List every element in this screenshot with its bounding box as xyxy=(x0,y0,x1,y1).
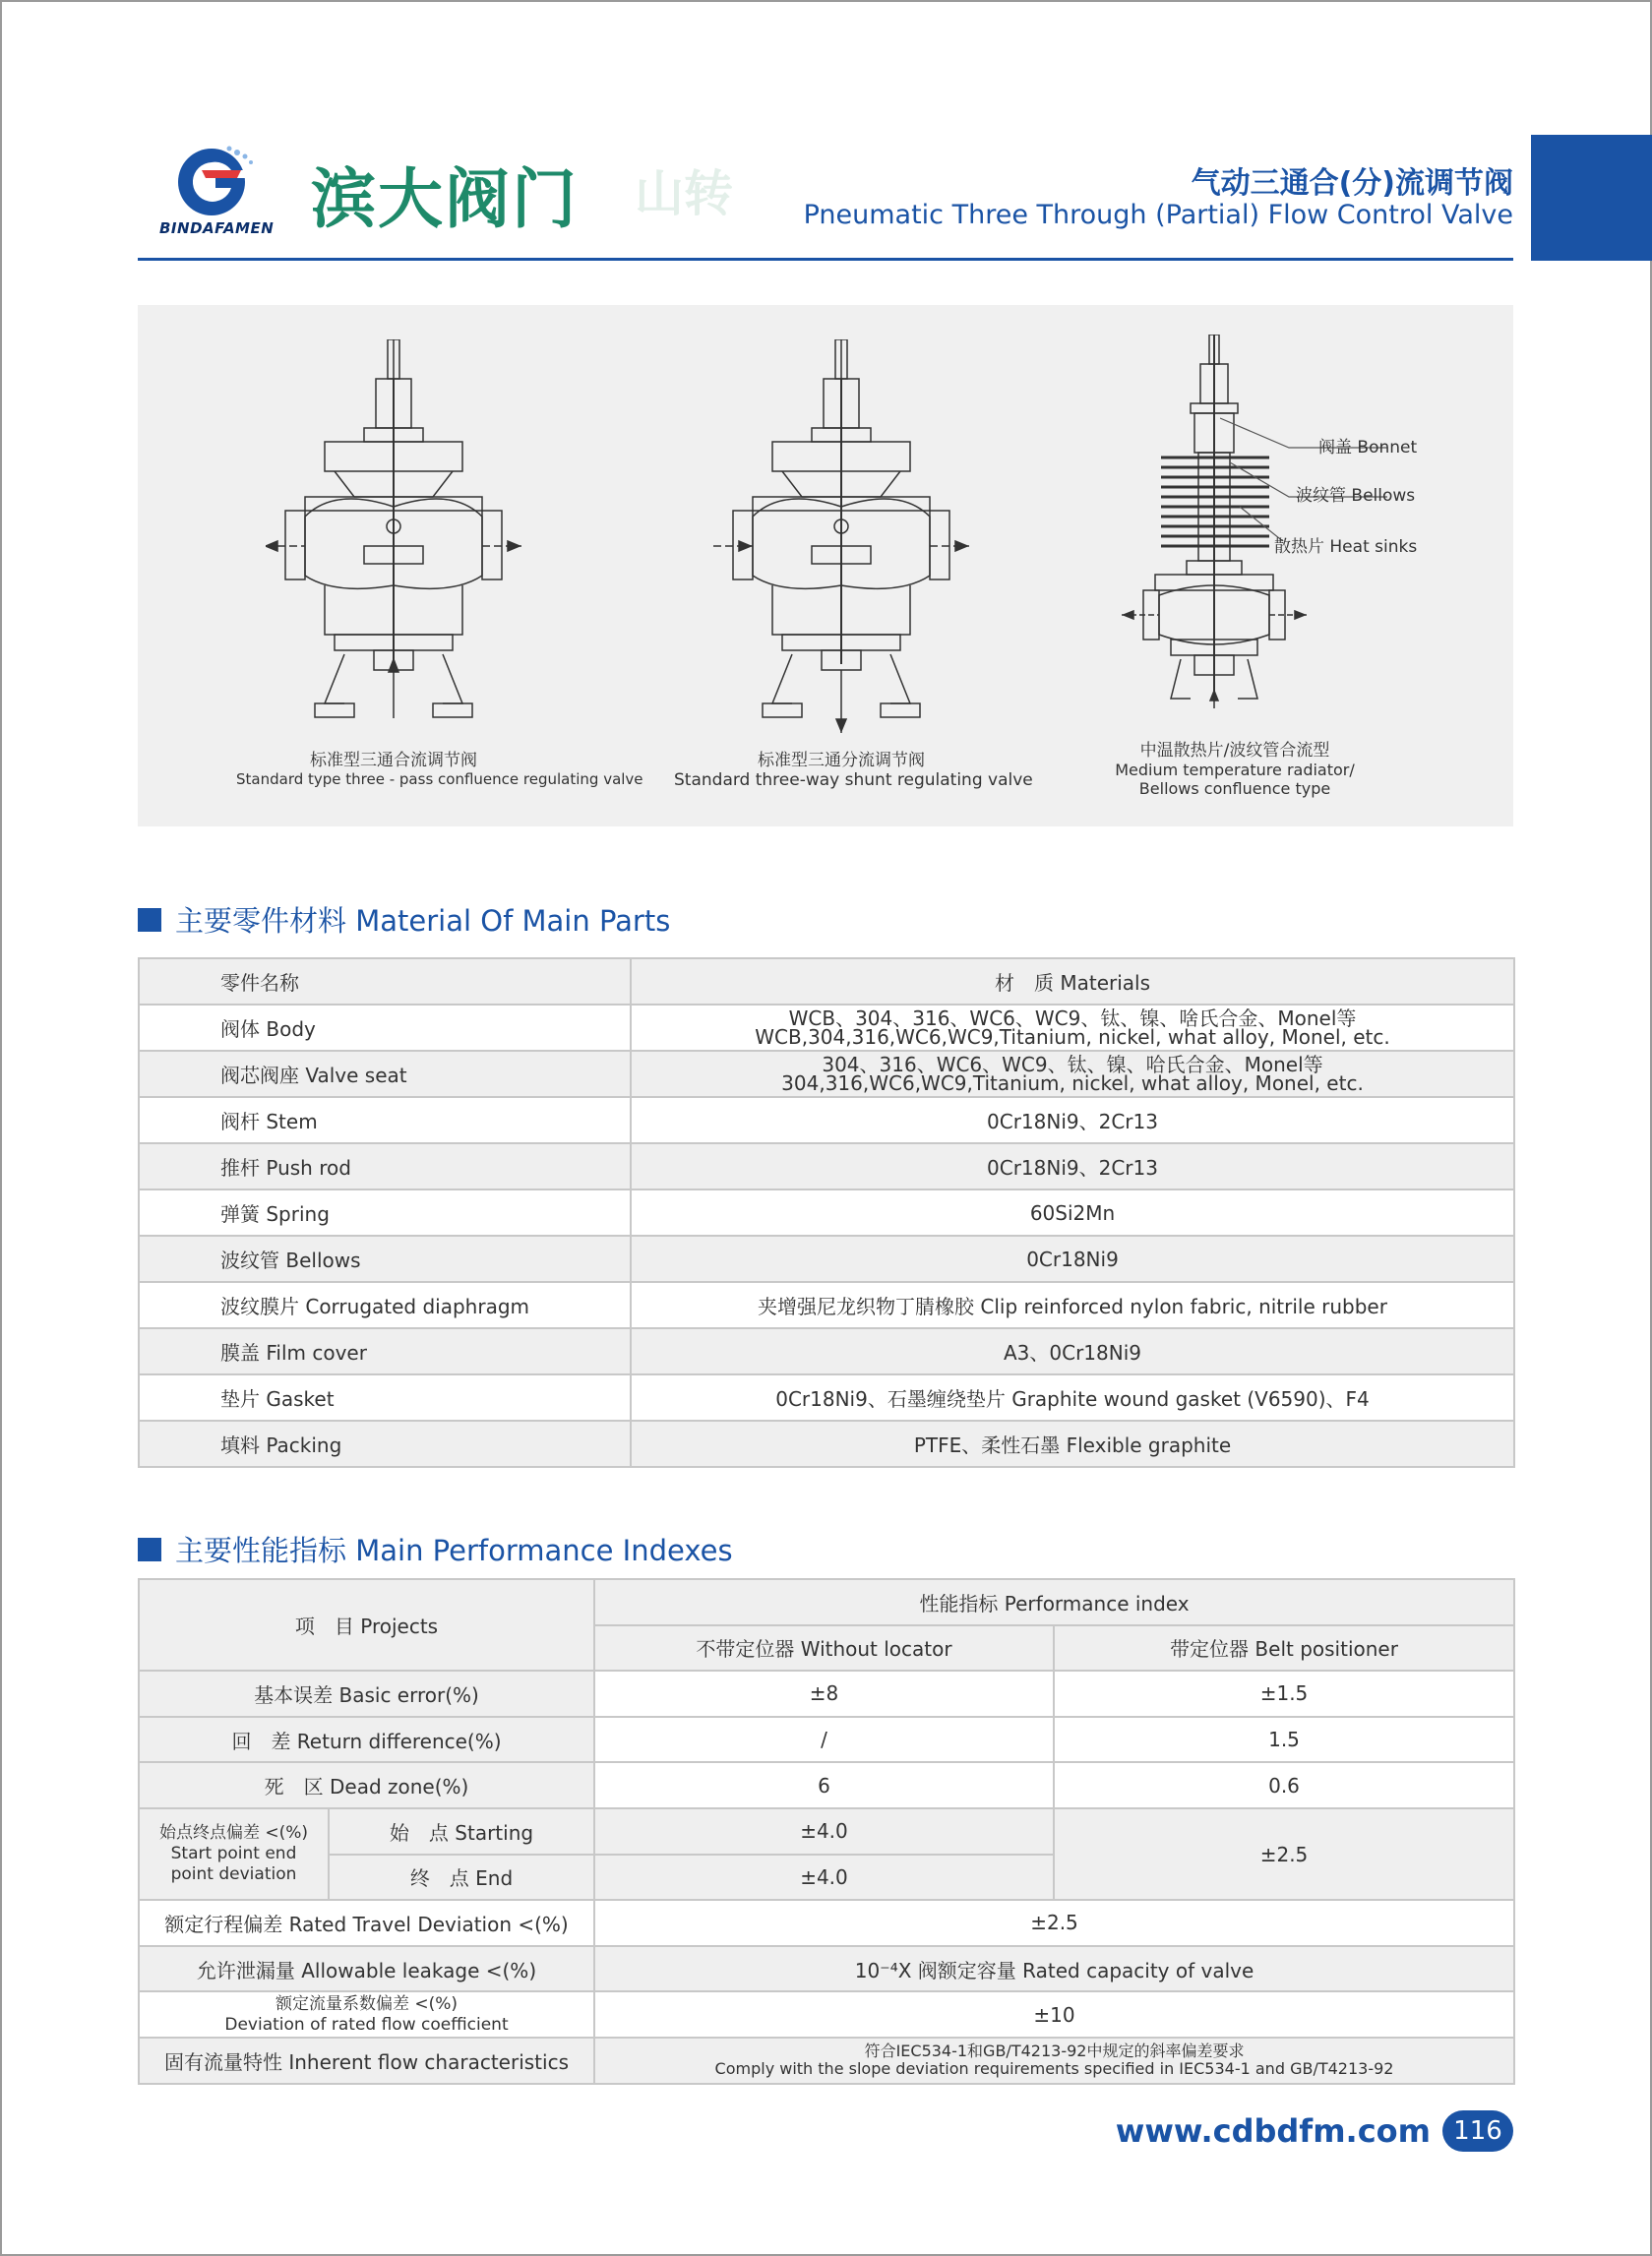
drawing-3-caption-en-2: Bellows confluence type xyxy=(1138,779,1331,798)
start-end-label-cn: 始点终点偏差 <(%) xyxy=(158,1823,309,1844)
table-row xyxy=(139,1189,1514,1236)
drawing-3-caption xyxy=(1058,736,1412,798)
table-row xyxy=(139,1282,1514,1328)
drawing-1-caption-en: Standard type three - pass confluence regulating valve xyxy=(236,770,643,788)
cell-value: 6 xyxy=(594,1762,1054,1808)
header-divider xyxy=(138,258,1513,261)
materials-section-title xyxy=(138,899,670,940)
table-row xyxy=(139,1051,1514,1097)
performance-section-title xyxy=(138,1529,733,1569)
column-header-without-locator: 不带定位器 Without locator xyxy=(594,1625,1054,1672)
flow-coeff-label-en: Deviation of rated flow coefficient xyxy=(224,2014,509,2035)
row-label xyxy=(139,1991,594,2038)
bellows-callout: 波纹管 Bellows xyxy=(1296,486,1416,506)
brand-watermark: 山转 xyxy=(635,165,733,222)
table-row xyxy=(139,2038,1514,2084)
part-material: 0Cr18Ni9、2Cr13 xyxy=(631,1143,1514,1189)
column-header-part-name: 零件名称 xyxy=(139,958,631,1005)
column-header-projects: 项 目 Projects xyxy=(139,1579,594,1671)
drawing-2-caption-en: Standard three-way shunt regulating valve xyxy=(674,770,1033,790)
section-marker-icon xyxy=(138,1538,161,1561)
flow-coeff-label-cn: 额定流量系数偏差 <(%) xyxy=(275,1993,459,2014)
table-header-row xyxy=(139,1579,1514,1625)
start-end-label-en-1: Start point end xyxy=(170,1844,297,1864)
table-row xyxy=(139,1328,1514,1374)
part-material: 0Cr18Ni9 xyxy=(631,1236,1514,1282)
heat-sinks-callout: 散热片 Heat sinks xyxy=(1274,537,1418,557)
cell-value: ±1.5 xyxy=(1054,1671,1514,1717)
website-link[interactable]: www.cdbdfm.com xyxy=(1115,2112,1431,2150)
page-header xyxy=(138,133,1513,261)
part-material xyxy=(631,1005,1514,1051)
performance-table xyxy=(138,1578,1515,2085)
table-row xyxy=(139,1671,1514,1717)
page-title-cn: 气动三通合(分)流调节阀 xyxy=(1191,166,1513,201)
part-name: 波纹膜片 Corrugated diaphragm xyxy=(139,1282,631,1328)
corner-tab xyxy=(1531,135,1652,261)
part-material: 夹增强尼龙织物丁腈橡胶 Clip reinforced nylon fabric, nitrile rubber xyxy=(631,1282,1514,1328)
cell-value: / xyxy=(594,1717,1054,1763)
cell-value: 0.6 xyxy=(1054,1762,1514,1808)
row-sublabel: 始 点 Starting xyxy=(329,1808,594,1855)
material-line-cn: WCB、304、316、WC6、WC9、钛、镍、啥氏合金、Monel等 xyxy=(788,1006,1357,1030)
page-number: 116 xyxy=(1442,2110,1513,2152)
material-line-en: 304,316,WC6,WC9,Titanium, nickel, what alloy, Monel, etc. xyxy=(781,1070,1364,1095)
drawing-3-caption-cn: 中温散热片/波纹管合流型 xyxy=(1139,741,1330,761)
drawing-2-caption-cn: 标准型三通分流调节阀 xyxy=(758,751,925,770)
cell-value: ±10 xyxy=(594,1991,1514,2038)
table-row xyxy=(139,1808,1514,1855)
table-header-row xyxy=(139,958,1514,1005)
part-name: 填料 Packing xyxy=(139,1421,631,1467)
table-row xyxy=(139,1900,1514,1946)
column-header-material: 材 质 Materials xyxy=(631,958,1514,1005)
row-label: 基本误差 Basic error(%) xyxy=(139,1671,594,1717)
row-label: 固有流量特性 Inherent flow characteristics xyxy=(139,2038,594,2084)
material-line-cn: 304、316、WC6、WC9、钛、镍、哈氏合金、Monel等 xyxy=(822,1052,1323,1076)
company-logo-icon xyxy=(172,141,261,219)
drawing-2-caption xyxy=(674,746,1033,790)
bonnet-callout: 阀盖 Bonnet xyxy=(1318,438,1418,457)
part-name: 垫片 Gasket xyxy=(139,1374,631,1421)
table-row xyxy=(139,1143,1514,1189)
shunt-valve-drawing xyxy=(713,339,969,733)
table-row xyxy=(139,1946,1514,1992)
drawing-1-caption xyxy=(236,746,643,788)
materials-section-title-text: 主要零件材料 Material Of Main Parts xyxy=(175,904,671,938)
drawing-3-caption-en-1: Medium temperature radiator/ xyxy=(1115,761,1355,779)
drawing-1-caption-cn: 标准型三通合流调节阀 xyxy=(310,751,477,770)
cell-value: ±4.0 xyxy=(594,1855,1054,1901)
brand-latin: BINDAFAMEN xyxy=(159,219,275,237)
table-row xyxy=(139,1005,1514,1051)
part-material: A3、0Cr18Ni9 xyxy=(631,1328,1514,1374)
start-end-label-en-2: point deviation xyxy=(170,1864,297,1885)
row-label: 额定行程偏差 Rated Travel Deviation <(%) xyxy=(139,1900,594,1946)
column-header-performance-index: 性能指标 Performance index xyxy=(594,1579,1514,1625)
table-row xyxy=(139,1236,1514,1282)
part-material xyxy=(631,1051,1514,1097)
table-row xyxy=(139,1374,1514,1421)
row-label: 允许泄漏量 Allowable leakage <(%) xyxy=(139,1946,594,1992)
confluence-valve-drawing xyxy=(266,339,521,733)
part-name: 阀杆 Stem xyxy=(139,1097,631,1143)
table-row xyxy=(139,1991,1514,2038)
cell-value xyxy=(594,2038,1514,2084)
part-material: 60Si2Mn xyxy=(631,1189,1514,1236)
cell-value: ±4.0 xyxy=(594,1808,1054,1855)
row-label-start-end xyxy=(139,1808,329,1900)
part-name: 阀体 Body xyxy=(139,1005,631,1051)
cell-value: ±8 xyxy=(594,1671,1054,1717)
part-name: 膜盖 Film cover xyxy=(139,1328,631,1374)
table-row xyxy=(139,1717,1514,1763)
section-marker-icon xyxy=(138,908,161,932)
valve-drawings-panel xyxy=(138,305,1513,826)
column-header-belt-positioner: 带定位器 Belt positioner xyxy=(1054,1625,1514,1672)
cell-value: ±2.5 xyxy=(1054,1808,1514,1900)
materials-table xyxy=(138,957,1515,1468)
part-name: 波纹管 Bellows xyxy=(139,1236,631,1282)
cell-value: ±2.5 xyxy=(594,1900,1514,1946)
part-material: PTFE、柔性石墨 Flexible graphite xyxy=(631,1421,1514,1467)
part-name: 阀芯阀座 Valve seat xyxy=(139,1051,631,1097)
table-row xyxy=(139,1097,1514,1143)
cell-value: 10⁻⁴X 阀额定容量 Rated capacity of valve xyxy=(594,1946,1514,1992)
page-title-en: Pneumatic Three Through (Partial) Flow Control Valve xyxy=(803,200,1513,230)
part-material: 0Cr18Ni9、石墨缠绕垫片 Graphite wound gasket (V6590)、F4 xyxy=(631,1374,1514,1421)
part-name: 推杆 Push rod xyxy=(139,1143,631,1189)
table-row xyxy=(139,1762,1514,1808)
part-material: 0Cr18Ni9、2Cr13 xyxy=(631,1097,1514,1143)
material-line-en: WCB,304,316,WC6,WC9,Titanium, nickel, what alloy, Monel, etc. xyxy=(755,1024,1390,1049)
cell-value: 1.5 xyxy=(1054,1717,1514,1763)
inherent-value-cn: 符合IEC534-1和GB/T4213-92中规定的斜率偏差要求 xyxy=(864,2042,1245,2061)
table-row xyxy=(139,1421,1514,1467)
row-label: 死 区 Dead zone(%) xyxy=(139,1762,594,1808)
performance-section-title-text: 主要性能指标 Main Performance Indexes xyxy=(175,1534,733,1567)
inherent-value-en: Comply with the slope deviation requirements specified in IEC534-1 and GB/T4213-92 xyxy=(714,2059,1394,2079)
brand-name: 滨大阀门 xyxy=(311,161,579,237)
row-sublabel: 终 点 End xyxy=(329,1855,594,1901)
part-name: 弹簧 Spring xyxy=(139,1189,631,1236)
row-label: 回 差 Return difference(%) xyxy=(139,1717,594,1763)
